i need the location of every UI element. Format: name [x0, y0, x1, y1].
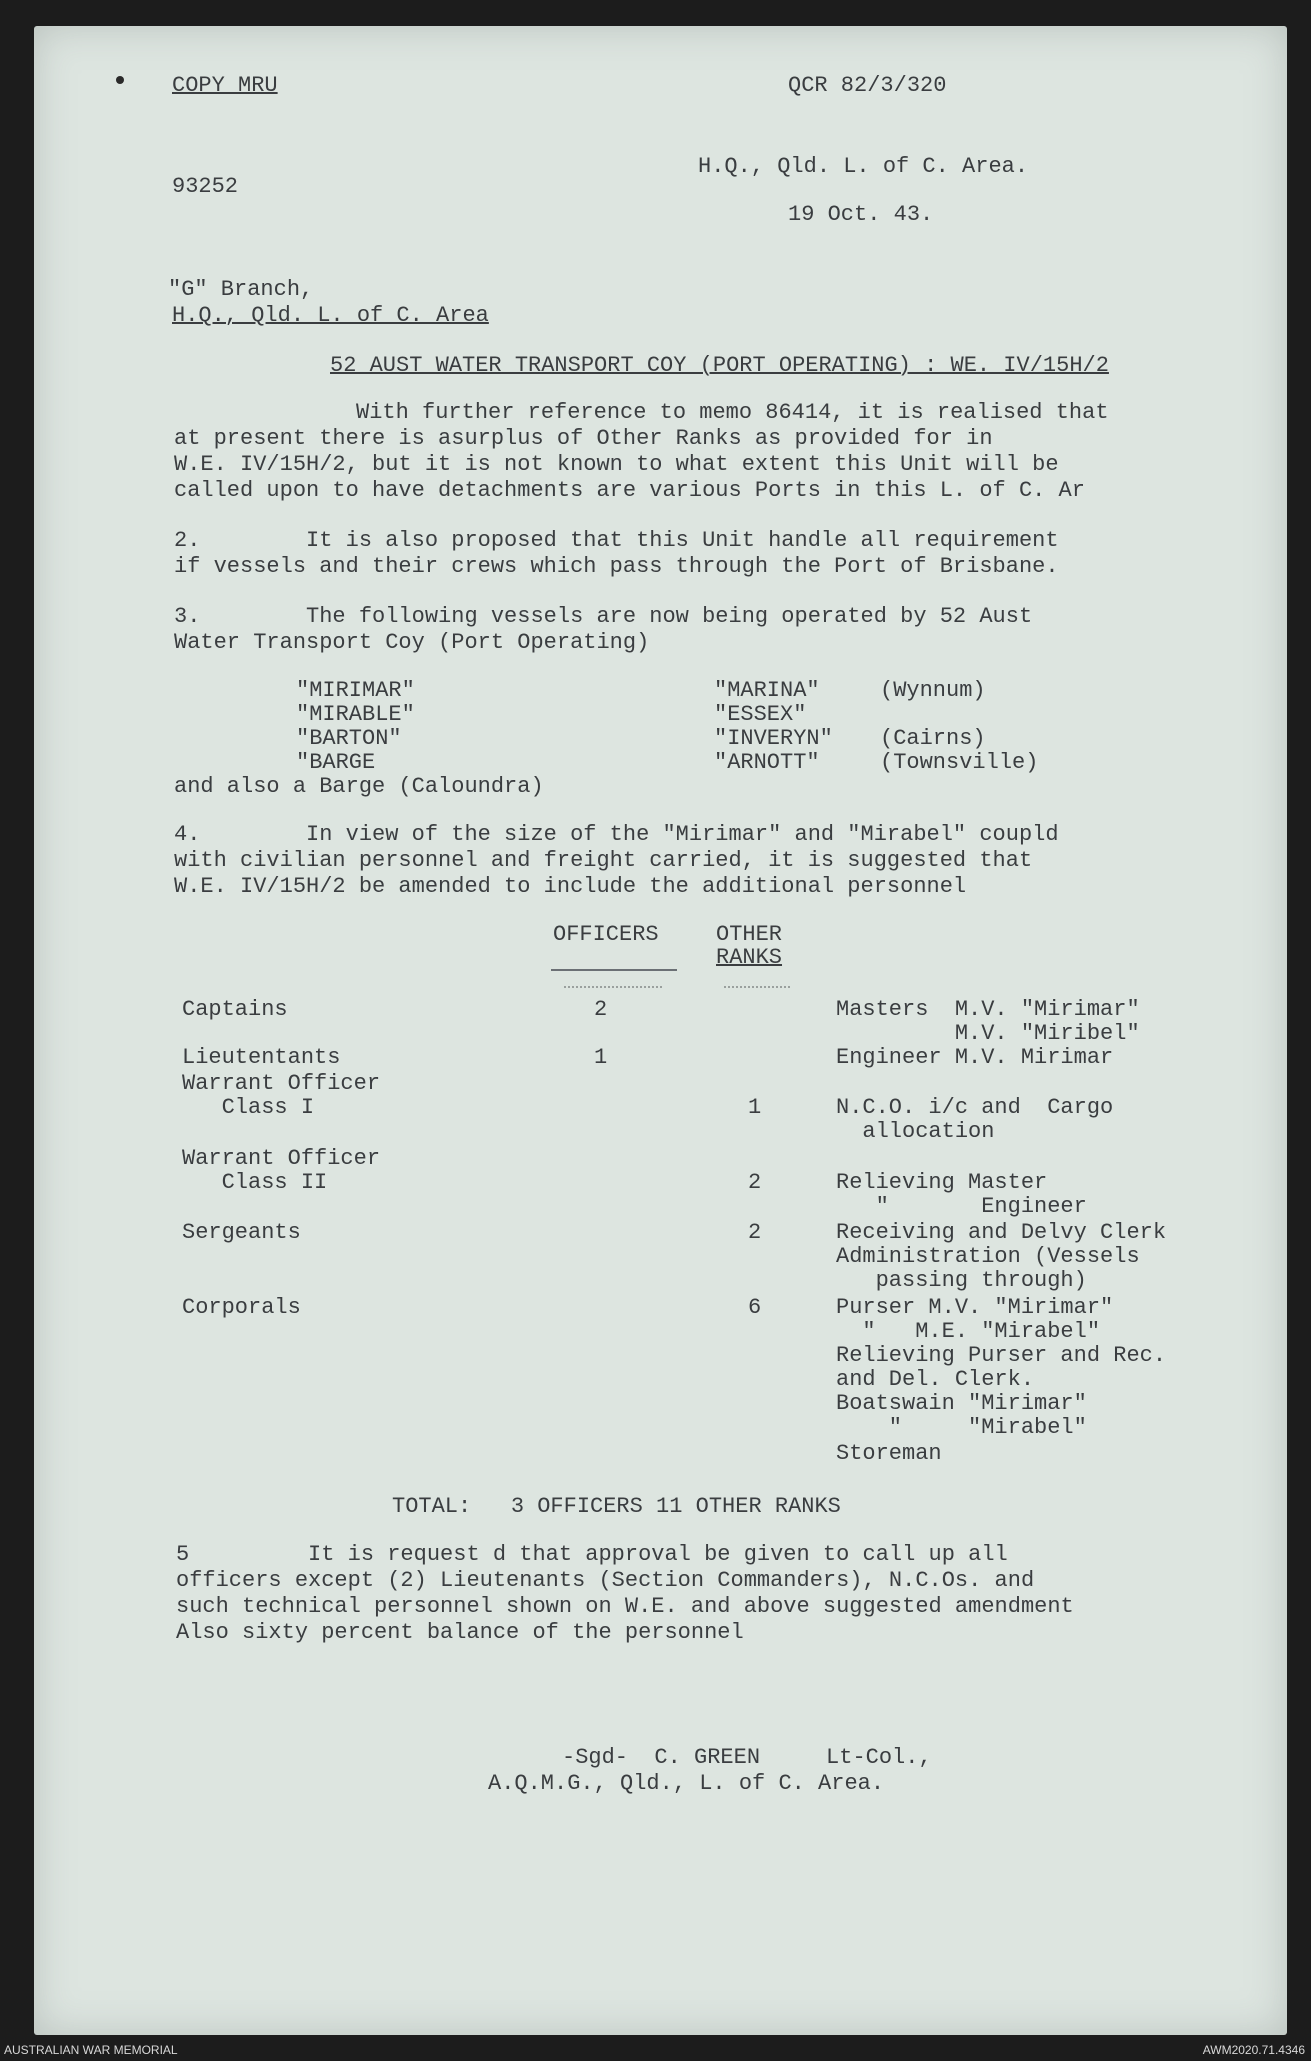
paragraph-line: W.E. IV/15H/2 be amended to include the additional personnel — [174, 874, 967, 899]
sender-address: H.Q., Qld. L. of C. Area. — [698, 154, 1029, 179]
copy-mark: COPY MRU — [172, 73, 278, 98]
duty-line: Masters M.V. "Mirimar" — [836, 997, 1140, 1022]
duty-line: " Engineer — [836, 1194, 1087, 1219]
paragraph-line: 4. In view of the size of the "Mirimar" and "Mirabel" coupld — [174, 822, 1059, 847]
duty-line: N.C.O. i/c and Cargo — [836, 1095, 1114, 1120]
signature-title: A.Q.M.G., Qld., L. of C. Area. — [488, 1771, 885, 1796]
footer-institution: AUSTRALIAN WAR MEMORIAL — [4, 2043, 178, 2057]
duty-line: Relieving Master — [836, 1170, 1048, 1195]
header-underline — [551, 969, 677, 971]
total-line: TOTAL: 3 OFFICERS 11 OTHER RANKS — [392, 1494, 841, 1519]
vessel-name: "INVERYN" — [714, 726, 833, 751]
duty-line: Storeman — [836, 1441, 942, 1466]
paragraph-line: at present there is asurplus of Other Ranks as provided for in — [174, 426, 993, 451]
paragraph-line: With further reference to memo 86414, it is realised that — [356, 400, 1109, 425]
vessel-name: "ARNOTT" — [714, 750, 820, 775]
other-ranks-count: 2 — [748, 1220, 762, 1245]
rank-label: Class II — [182, 1170, 328, 1195]
rank-label: Class I — [182, 1095, 315, 1120]
rank-label: Warrant Officer — [182, 1071, 381, 1096]
paragraph-line: 3. The following vessels are now being operated by 52 Aust — [174, 604, 1033, 629]
addressee-line-2: H.Q., Qld. L. of C. Area — [172, 303, 489, 328]
vessel-name: "MIRIMAR" — [296, 678, 415, 703]
vessel-name: "BARGE — [296, 750, 376, 775]
officers-column-header: OFFICERS — [553, 922, 659, 947]
other-ranks-count: 2 — [748, 1170, 762, 1195]
document-number: 93252 — [172, 174, 239, 199]
vessel-location: (Cairns) — [880, 726, 986, 751]
paragraph-line: Also sixty percent balance of the personnel — [176, 1620, 744, 1645]
paragraph-line: 2. It is also proposed that this Unit handle all requirement — [174, 528, 1059, 553]
vessel-location: (Townsville) — [880, 750, 1039, 775]
vessel-name: "MIRABLE" — [296, 702, 415, 727]
vessel-location: (Wynnum) — [880, 678, 986, 703]
rank-label: Warrant Officer — [182, 1146, 381, 1171]
subject-line: 52 AUST WATER TRANSPORT COY (PORT OPERATING) : WE. IV/15H/2 — [330, 353, 1109, 378]
paragraph-line: 5 It is request d that approval be given to call up all — [176, 1542, 1008, 1567]
document-date: 19 Oct. 43. — [788, 202, 934, 227]
duty-line: " "Mirabel" — [836, 1415, 1087, 1440]
addressee-line-1: "G" Branch, — [168, 277, 314, 302]
duty-line: Relieving Purser and Rec. — [836, 1343, 1167, 1368]
paragraph-line: such technical personnel shown on W.E. and above suggested amendment — [176, 1594, 1074, 1619]
duty-line: Boatswain "Mirimar" — [836, 1391, 1087, 1416]
other-ranks-count: 1 — [748, 1095, 762, 1120]
paragraph-line: if vessels and their crews which pass through the Port of Brisbane. — [174, 554, 1059, 579]
rank-label: Captains — [182, 997, 288, 1022]
paragraph-line: officers except (2) Lieutenants (Section Commanders), N.C.Os. and — [176, 1568, 1035, 1593]
dotted-rule — [724, 986, 790, 988]
duty-line: allocation — [836, 1119, 995, 1144]
paragraph-line: called upon to have detachments are various Ports in this L. of C. Ar — [174, 478, 1085, 503]
duty-line: Engineer M.V. Mirimar — [836, 1045, 1114, 1070]
rank-label: Sergeants — [182, 1220, 301, 1245]
rank-label: Corporals — [182, 1295, 301, 1320]
officers-count: 1 — [594, 1045, 608, 1070]
paragraph-line: W.E. IV/15H/2, but it is not known to what extent this Unit will be — [174, 452, 1059, 477]
other-ranks-header-line1: OTHER — [716, 922, 783, 947]
duty-line: Administration (Vessels — [836, 1244, 1140, 1269]
punch-hole — [116, 76, 124, 84]
paragraph-line: with civilian personnel and freight carried, it is suggested that — [174, 848, 1033, 873]
signature-line: -Sgd- C. GREEN Lt-Col., — [562, 1745, 932, 1770]
file-reference: QCR 82/3/320 — [788, 73, 947, 98]
vessel-name: "MARINA" — [714, 678, 820, 703]
vessel-name: "BARTON" — [296, 726, 402, 751]
dotted-rule — [564, 986, 662, 988]
rank-label: Lieutentants — [182, 1045, 341, 1070]
other-ranks-count: 6 — [748, 1295, 762, 1320]
footer-accession-number: AWM2020.71.4346 — [1202, 2043, 1305, 2057]
officers-count: 2 — [594, 997, 608, 1022]
other-ranks-header-line2: RANKS — [716, 945, 783, 970]
duty-line: " M.E. "Mirabel" — [836, 1319, 1101, 1344]
vessel-note: and also a Barge (Caloundra) — [174, 774, 544, 799]
duty-line: and Del. Clerk. — [836, 1367, 1035, 1392]
duty-line: Receiving and Delvy Clerk — [836, 1220, 1167, 1245]
duty-line: passing through) — [836, 1268, 1087, 1293]
paragraph-line: Water Transport Coy (Port Operating) — [174, 630, 650, 655]
duty-line: M.V. "Miribel" — [836, 1021, 1140, 1046]
duty-line: Purser M.V. "Mirimar" — [836, 1295, 1114, 1320]
vessel-name: "ESSEX" — [714, 702, 807, 727]
